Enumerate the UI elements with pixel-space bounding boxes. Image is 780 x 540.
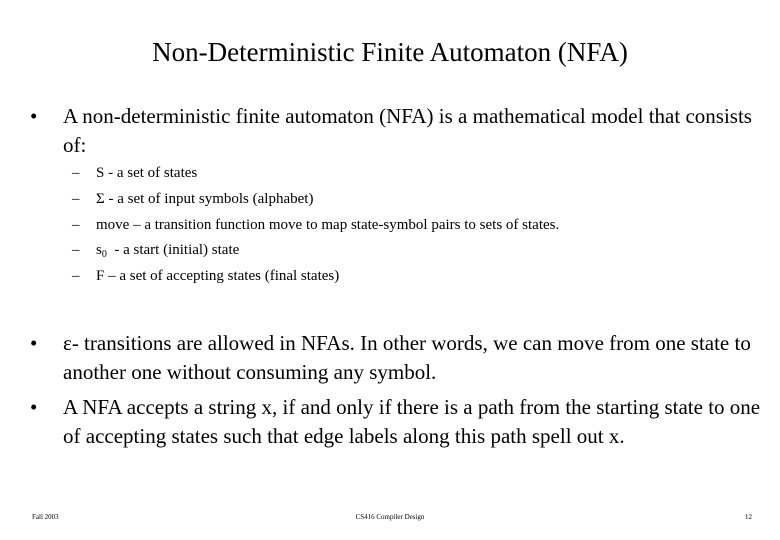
bullet-text: ε- transitions are allowed in NFAs. In other words, we can move from one state to another one without consuming any symbol. bbox=[63, 331, 751, 384]
bullet-acceptance bbox=[30, 393, 765, 451]
subitem-rest: - a start (initial) state bbox=[106, 242, 240, 258]
subitem-states bbox=[72, 163, 752, 184]
footer-date: Fall 2003 bbox=[32, 513, 59, 521]
subitem-text: move – a transition function move to map state-symbol pairs to sets of states. bbox=[96, 217, 560, 233]
bullet-text: A non-deterministic finite automaton (NFA) is a mathematical model that consists of: bbox=[63, 104, 752, 157]
subitem-text bbox=[96, 240, 752, 261]
bullet-nfa-definition bbox=[30, 102, 765, 160]
subitem-text: F – a set of accepting states (final states) bbox=[96, 268, 340, 284]
subscript-zero: 0 bbox=[101, 249, 107, 260]
dash-marker: – bbox=[72, 242, 80, 258]
subitem-text: Σ - a set of input symbols (alphabet) bbox=[96, 191, 314, 207]
slide-title: Non-Deterministic Finite Automaton (NFA) bbox=[152, 37, 628, 67]
subitem-text: S - a set of states bbox=[96, 165, 198, 181]
subitem-accepting bbox=[72, 266, 752, 287]
dash-marker: – bbox=[72, 191, 80, 207]
dash-marker: – bbox=[72, 268, 80, 284]
footer-course: CS416 Compiler Design bbox=[355, 513, 425, 521]
subitem-alphabet bbox=[72, 189, 752, 210]
dash-marker: – bbox=[72, 217, 80, 233]
bullet-marker: • bbox=[30, 331, 38, 355]
bullet-epsilon-transitions bbox=[30, 329, 765, 387]
bullet-marker: • bbox=[30, 395, 38, 419]
subitem-move bbox=[72, 215, 752, 236]
footer-page-number: 12 bbox=[745, 513, 752, 521]
symbol-s: s bbox=[96, 242, 102, 258]
bullet-marker: • bbox=[30, 104, 38, 128]
subitem-start-state bbox=[72, 240, 752, 261]
dash-marker: – bbox=[72, 165, 80, 181]
bullet-text: A NFA accepts a string x, if and only if there is a path from the starting state to one of accepting states such that edge labels along this path spell out x. bbox=[63, 395, 761, 448]
